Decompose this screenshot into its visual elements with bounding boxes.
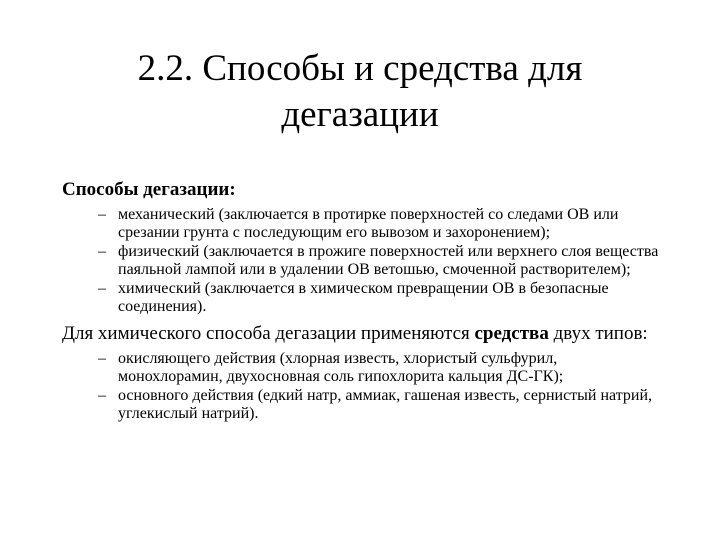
list-item-text: химический (заключается в химическом превращении ОВ в безопасные соединения).: [118, 280, 609, 315]
list-item-text: основного действия (едкий натр, аммиак, гашеная известь, сернистый натрий, углекислый натрий).: [118, 387, 653, 422]
list-item: [98, 350, 662, 386]
means-text-after: двух типов:: [548, 323, 648, 344]
dash-bullet: –: [98, 387, 106, 404]
slide-title-line-2: дегазации: [281, 94, 439, 135]
methods-heading: Способы дегазации:: [62, 179, 236, 200]
list-item: [98, 206, 662, 242]
slide-title-line-1: 2.2. Способы и средства для: [137, 48, 583, 89]
slide-title: [90, 46, 630, 138]
means-paragraph: [62, 323, 662, 344]
methods-list: [62, 206, 662, 316]
means-text-before: Для химического способа дегазации применяются: [62, 323, 475, 344]
dash-bullet: –: [98, 206, 106, 223]
slide-body: [62, 178, 662, 424]
list-item: [98, 387, 662, 423]
dash-bullet: –: [98, 243, 106, 260]
dash-bullet: –: [98, 350, 106, 367]
list-item-text: окисляющего действия (хлорная известь, хлористый сульфурил, монохлорамин, двухосновная соль гипохлорита кальция ДС-ГК);: [118, 350, 564, 385]
list-item: [98, 280, 662, 316]
dash-bullet: –: [98, 280, 106, 297]
means-list: [62, 350, 662, 423]
list-item: [98, 243, 662, 279]
means-text-bold: средства: [474, 323, 549, 344]
list-item-text: физический (заключается в прожиге поверхностей или верхнего слоя вещества паяльной лампой или в удалении ОВ ветошью, смоченной растворителем);: [118, 243, 659, 278]
list-item-text: механический (заключается в протирке поверхностей со следами ОВ или срезании грунта с последующим его вывозом и захоронением);: [118, 206, 619, 241]
